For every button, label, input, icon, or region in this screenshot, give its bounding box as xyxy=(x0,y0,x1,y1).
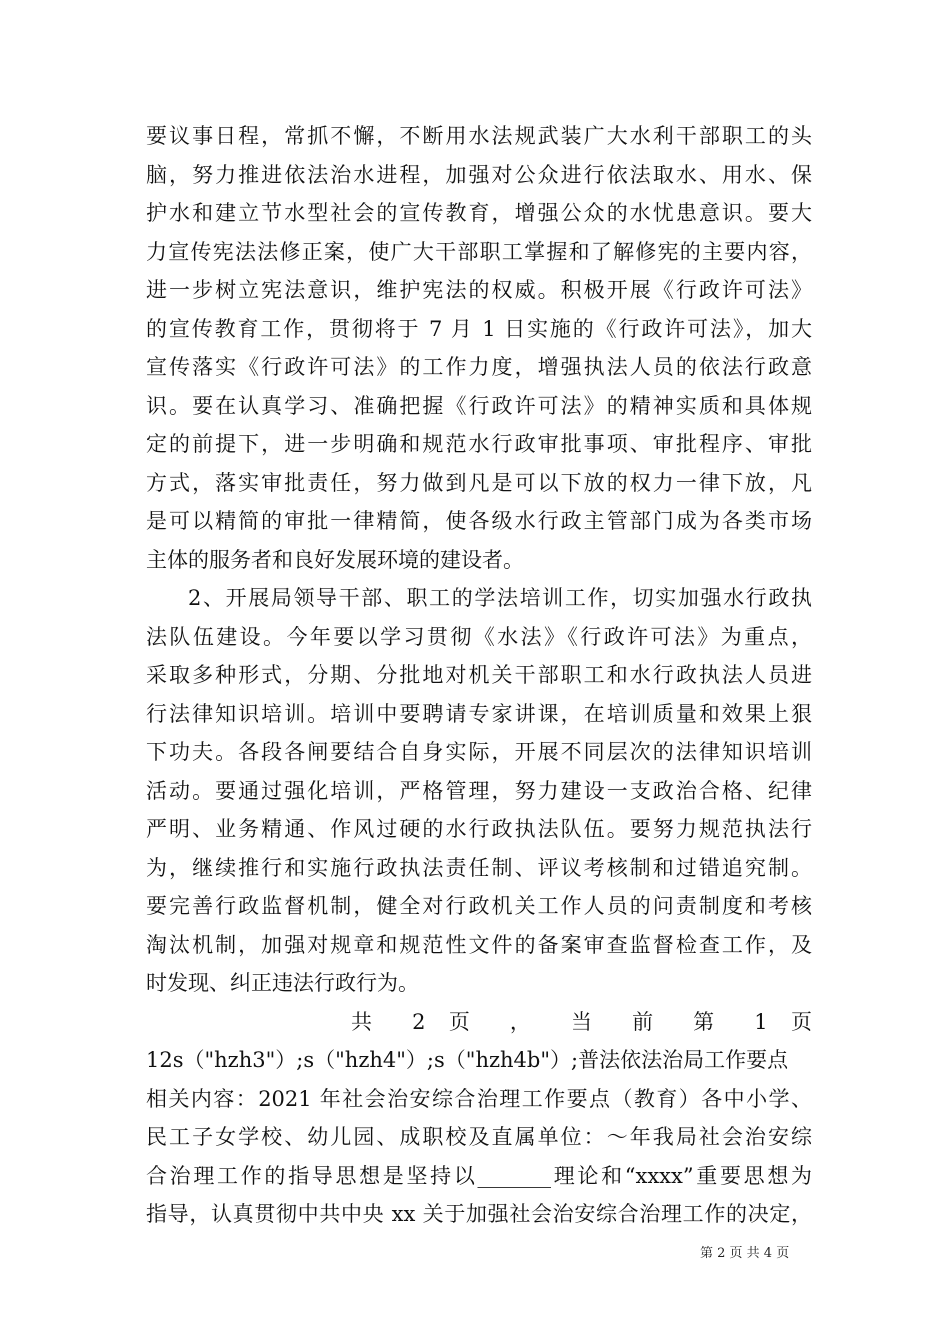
text-line: 要议事日程，常抓不懈，不断用水法规武装广大水利干部职工的头 xyxy=(146,124,812,148)
text-line: 时发现、纠正违法行政行为。 xyxy=(146,971,419,995)
text-line: 2、开展局领导干部、职工的学法培训工作，切实加强水行政执 xyxy=(188,586,812,610)
text-line: 采取多种形式，分期、分批地对机关干部职工和水行政执法人员进 xyxy=(146,663,812,687)
text-line: 方式，落实审批责任，努力做到凡是可以下放的权力一律下放，凡 xyxy=(146,470,812,495)
text-line: 是可以精简的审批一律精简，使各级水行政主管部门成为各类市场 xyxy=(146,509,812,533)
text-line: 力宣传宪法法修正案，使广大干部职工掌握和了解修宪的主要内容， xyxy=(146,239,812,264)
text-line: 护水和建立节水型社会的宣传教育，增强公众的水忧患意识。要大 xyxy=(146,201,812,225)
text-line: 脑，努力推进依法治水进程，加强对公众进行依法取水、用水、保 xyxy=(146,162,812,187)
text-line: 严明、业务精通、作风过硬的水行政执法队伍。要努力规范执法行 xyxy=(146,817,812,841)
text-line: 下功夫。各段各闸要结合自身实际，开展不同层次的法律知识培训 xyxy=(146,740,812,764)
text-line: 民工子女学校、幼儿园、成职校及直属单位：～年我局社会治安综 xyxy=(146,1125,812,1149)
body-text xyxy=(146,117,812,1234)
text-line: 进一步树立宪法意识，维护宪法的权威。积极开展《行政许可法》 xyxy=(146,278,812,302)
page-count-line: 共 2 页 ， 当 前 第 1 页 xyxy=(351,1009,812,1034)
text-line: 的宣传教育工作，贯彻将于 7 月 1 日实施的《行政许可法》，加大 xyxy=(146,316,812,341)
text-line: 行法律知识培训。培训中要聘请专家讲课，在培训质量和效果上狠 xyxy=(146,701,812,726)
page-indicator: 第 2 页 共 4 页 xyxy=(700,1246,790,1261)
text-line: 宣传落实《行政许可法》的工作力度，增强执法人员的依法行政意 xyxy=(146,355,812,379)
text-line: 定的前提下，进一步明确和规范水行政审批事项、审批程序、审批 xyxy=(146,432,812,456)
text-line: 识。要在认真学习、准确把握《行政许可法》的精神实质和具体规 xyxy=(146,393,812,418)
text-line: 12s（"hzh3"）;s（"hzh4"）;s（"hzh4b"）;普法依法治局工作要点 xyxy=(146,1048,789,1072)
text-line: 主体的服务者和良好发展环境的建设者。 xyxy=(146,547,524,572)
text-line: 活动。要通过强化培训，严格管理，努力建设一支政治合格、纪律 xyxy=(146,778,812,803)
text-line: 指导，认真贯彻中共中央 xx 关于加强社会治安综合治理工作的决定， xyxy=(146,1202,812,1226)
text-line: 为，继续推行和实施行政执法责任制、评议考核制和过错追究制。 xyxy=(146,855,812,880)
text-line: 合治理工作的指导思想是坚持以_______理论和“xxxx”重要思想为 xyxy=(146,1163,812,1188)
text-line: 相关内容：2021 年社会治安综合治理工作要点（教育）各中小学、 xyxy=(146,1086,812,1111)
text-line: 法队伍建设。今年要以学习贯彻《水法》《行政许可法》为重点， xyxy=(146,624,812,649)
text-line: 淘汰机制，加强对规章和规范性文件的备案审查监督检查工作，及 xyxy=(146,932,812,957)
text-line: 要完善行政监督机制，健全对行政机关工作人员的问责制度和考核 xyxy=(146,894,812,918)
page-footer xyxy=(700,1242,820,1261)
